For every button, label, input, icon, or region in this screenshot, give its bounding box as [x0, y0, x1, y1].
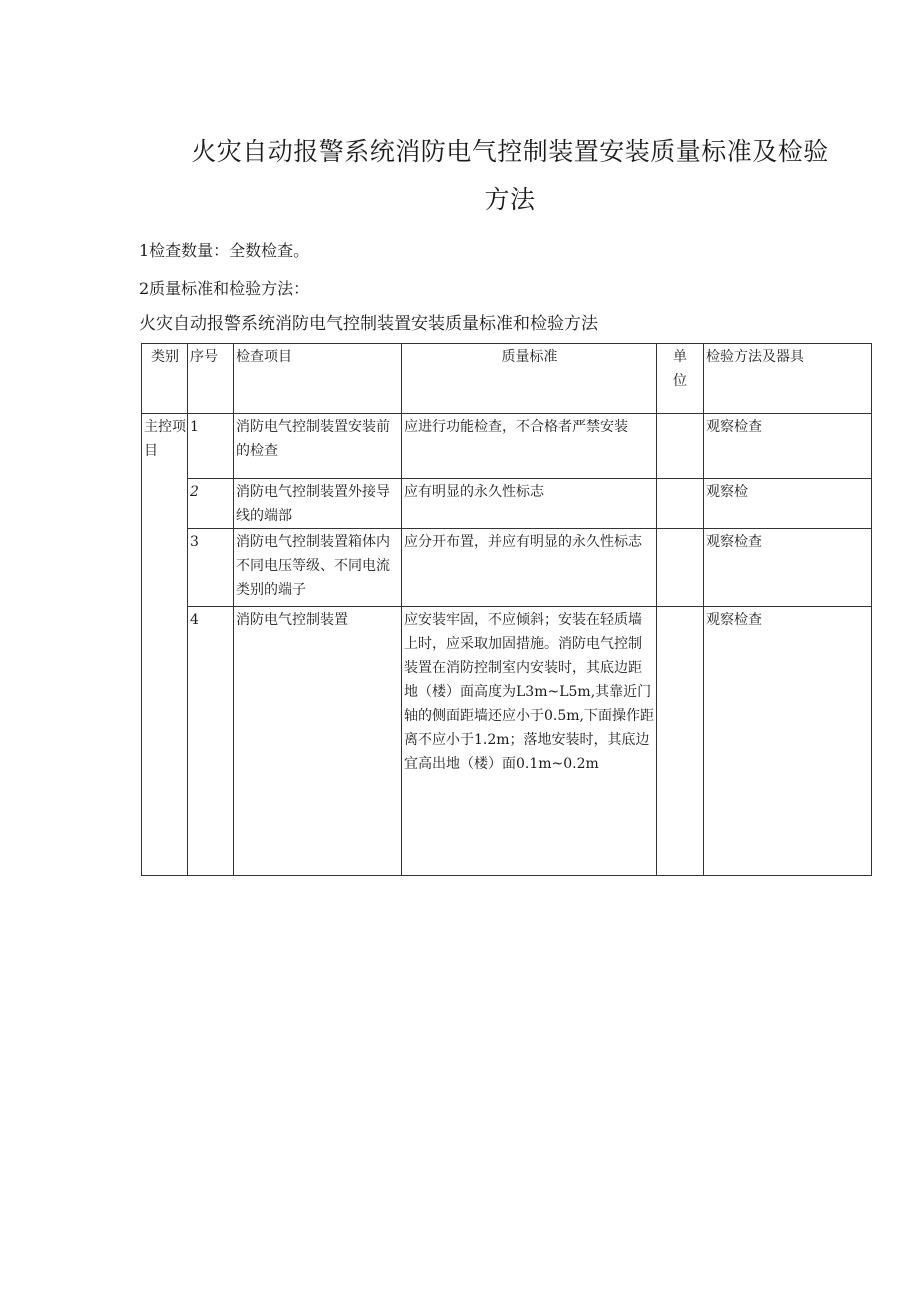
document-title-line1: 火灾自动报警系统消防电气控制装置安装质量标准及检验 — [191, 137, 829, 166]
header-unit: 单位 — [657, 344, 704, 414]
row-seq: 4 — [188, 607, 234, 876]
row-unit — [657, 479, 704, 529]
header-method: 检验方法及器具 — [704, 344, 872, 414]
row-unit — [657, 529, 704, 607]
row-unit — [657, 607, 704, 876]
row-item: 消防电气控制装置安装前的检查 — [234, 414, 402, 479]
row-method: 观察检查 — [704, 529, 872, 607]
table-caption: 火灾自动报警系统消防电气控制装置安装质量标准和检验方法 — [139, 314, 598, 334]
table-row — [142, 529, 872, 607]
row-item: 消防电气控制装置 — [234, 607, 402, 876]
row-unit — [657, 414, 704, 479]
header-seq: 序号 — [188, 344, 234, 414]
document-title-line2: 方法 — [484, 185, 536, 214]
row-seq: 3 — [188, 529, 234, 607]
table-row — [142, 414, 872, 479]
category-cell: 主控项目 — [142, 414, 188, 876]
row-method: 观察检 — [704, 479, 872, 529]
inspection-quantity-text: 1检查数量：全数检查。 — [139, 241, 310, 260]
inspection-table — [141, 343, 872, 876]
row-method: 观察检查 — [704, 607, 872, 876]
row-item: 消防电气控制装置箱体内不同电压等级、不同电流类别的端子 — [234, 529, 402, 607]
header-standard: 质量标准 — [402, 344, 657, 414]
row-standard: 应有明显的永久性标志 — [402, 479, 657, 529]
row-method: 观察检查 — [704, 414, 872, 479]
header-category: 类别 — [142, 344, 188, 414]
table-row — [142, 479, 872, 529]
row-item: 消防电气控制装置外接导线的端部 — [234, 479, 402, 529]
header-item: 检查项目 — [234, 344, 402, 414]
row-standard: 应安装牢固，不应倾斜；安装在轻质墙上时，应采取加固措施。消防电气控制装置在消防控制室内安装时，其底边距地（楼）面高度为L3m~L5m,其靠近门轴的侧面距墙还应小于0.5m,下面操作距离不应小于1.2m；落地安装时，其底边宜高出地（楼）面0.1m~0.2m — [402, 607, 657, 876]
row-seq: 1 — [188, 414, 234, 479]
quality-standard-heading: 2质量标准和检验方法： — [139, 279, 310, 298]
row-standard: 应进行功能检查，不合格者严禁安装 — [402, 414, 657, 479]
row-seq: 2 — [188, 479, 234, 529]
row-standard: 应分开布置，并应有明显的永久性标志 — [402, 529, 657, 607]
table-header-row — [142, 344, 872, 414]
table-row — [142, 607, 872, 876]
